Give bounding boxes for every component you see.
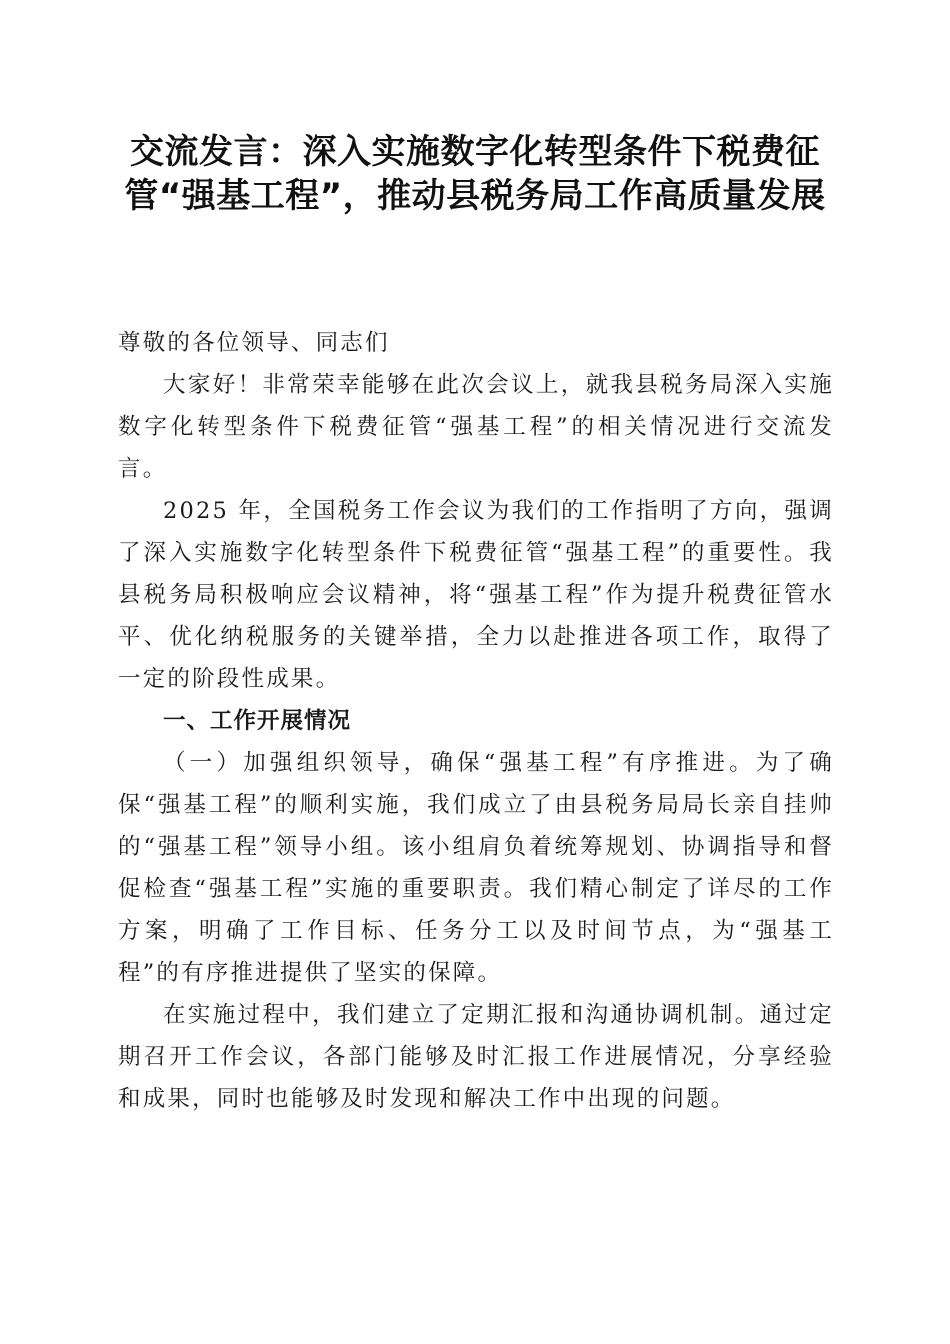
paragraph-organization: （一）加强组织领导，确保“强基工程”有序推进。为了确保“强基工程”的顺利实施，我们成立了由县税务局局长亲自挂帅的“强基工程”领导小组。该小组肩负着统筹规划、协调指导和督促检查“强基工程”实施的重要职责。我们精心制定了详尽的工作方案，明确了工作目标、任务分工以及时间节点，为“强基工程”的有序推进提供了坚实的保障。 <box>118 750 834 986</box>
paragraph-mechanism: 在实施过程中，我们建立了定期汇报和沟通协调机制。通过定期召开工作会议，各部门能够及时汇报工作进展情况，分享经验和成果，同时也能够及时发现和解决工作中出现的问题。 <box>118 1002 834 1112</box>
salutation: 尊敬的各位领导、同志们 <box>118 330 390 356</box>
paragraph-background: 2025 年，全国税务工作会议为我们的工作指明了方向，强调了深入实施数字化转型条件下税费征管“强基工程”的重要性。我县税务局积极响应会议精神，将“强基工程”作为提升税费征管水平、优化纳税服务的关键举措，全力以赴推进各项工作，取得了一定的阶段性成果。 <box>118 498 834 692</box>
paragraph-greeting: 大家好！非常荣幸能够在此次会议上，就我县税务局深入实施数字化转型条件下税费征管“强基工程”的相关情况进行交流发言。 <box>118 372 834 482</box>
document-body <box>118 322 834 1120</box>
section-heading: 一、工作开展情况 <box>163 708 352 734</box>
document-title: 交流发言：深入实施数字化转型条件下税费征管“强基工程”，推动县税务局工作高质量发展 <box>124 132 826 216</box>
